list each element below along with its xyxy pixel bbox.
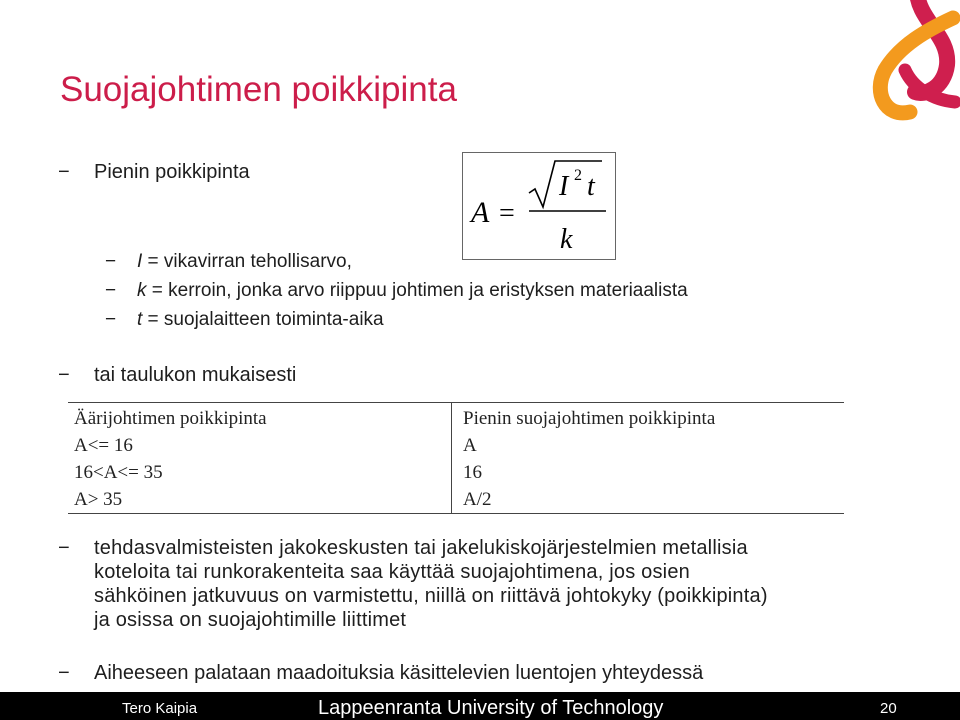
table-header-2: Pienin suojajohtimen poikkipinta: [463, 408, 716, 429]
paragraph-line: tehdasvalmisteisten jakokeskusten tai jakelukiskojärjestelmien metallisia: [94, 537, 748, 559]
bullet-marker: −: [58, 161, 70, 183]
lut-logo-icon: [855, 0, 960, 125]
footer-university: Lappeenranta University of Technology: [318, 697, 664, 719]
paragraph-line: koteloita tai runkorakenteita saa käyttää suojajohtimena, jos osien: [94, 561, 690, 583]
sub-bullet-i: [105, 251, 352, 273]
formula-denominator: k: [560, 224, 573, 255]
formula-exponent: 2: [574, 167, 582, 184]
bullet-pienin-text: Pienin poikkipinta: [94, 161, 250, 183]
table-cell: A: [463, 435, 477, 456]
slide-title: Suojajohtimen poikkipinta: [60, 70, 457, 109]
table-cell: 16<A<= 35: [74, 462, 163, 483]
table-cell: A/2: [463, 489, 492, 510]
sub-bullet-t: [105, 309, 384, 331]
bullet-paragraph: [58, 536, 768, 632]
table-cell: 16: [463, 462, 482, 483]
formula-radicand-i: I: [559, 171, 569, 202]
bullet-marker: −: [105, 309, 117, 330]
var-t: t: [137, 309, 143, 330]
table-cell: A<= 16: [74, 435, 133, 456]
bullet-marker: −: [105, 251, 117, 272]
formula: [463, 153, 615, 259]
bullet-aiheeseen: [58, 662, 703, 685]
formula-radicand-t: t: [587, 171, 595, 202]
bullet-aiheeseen-text: Aiheeseen palataan maadoituksia käsittelevien luentojen yhteydessä: [94, 662, 704, 684]
table-header-1: Äärijohtimen poikkipinta: [74, 408, 267, 429]
bullet-taulukko: [58, 364, 296, 387]
bullet-marker: −: [58, 364, 70, 386]
bullet-pienin: [58, 161, 250, 184]
bullet-marker: −: [58, 537, 70, 559]
formula-equals: =: [499, 198, 515, 229]
sub-bullet-t-text: = suojalaitteen toiminta-aika: [142, 309, 384, 330]
table-cell: A> 35: [74, 489, 123, 510]
bullet-marker: −: [58, 662, 70, 684]
footer-author: Tero Kaipia: [122, 700, 198, 717]
cross-section-table: [68, 402, 844, 514]
var-i: I: [137, 251, 143, 272]
sub-bullet-i-text: = vikavirran tehollisarvo,: [142, 251, 352, 272]
paragraph-line: sähköinen jatkuvuus on varmistettu, niillä on riittävä johtokyky (poikkipinta): [94, 585, 768, 607]
formula-box: [462, 152, 616, 260]
sub-bullet-k: [105, 280, 688, 302]
bullet-taulukko-text: tai taulukon mukaisesti: [94, 364, 297, 386]
formula-lhs: A: [471, 196, 490, 229]
bullet-marker: −: [105, 280, 117, 301]
page-number: 20: [880, 700, 897, 717]
paragraph-line: ja osissa on suojajohtimille liittimet: [94, 609, 407, 631]
sub-bullet-k-text: = kerroin, jonka arvo riippuu johtimen ja eristyksen materiaalista: [146, 280, 688, 301]
var-k: k: [137, 280, 147, 301]
